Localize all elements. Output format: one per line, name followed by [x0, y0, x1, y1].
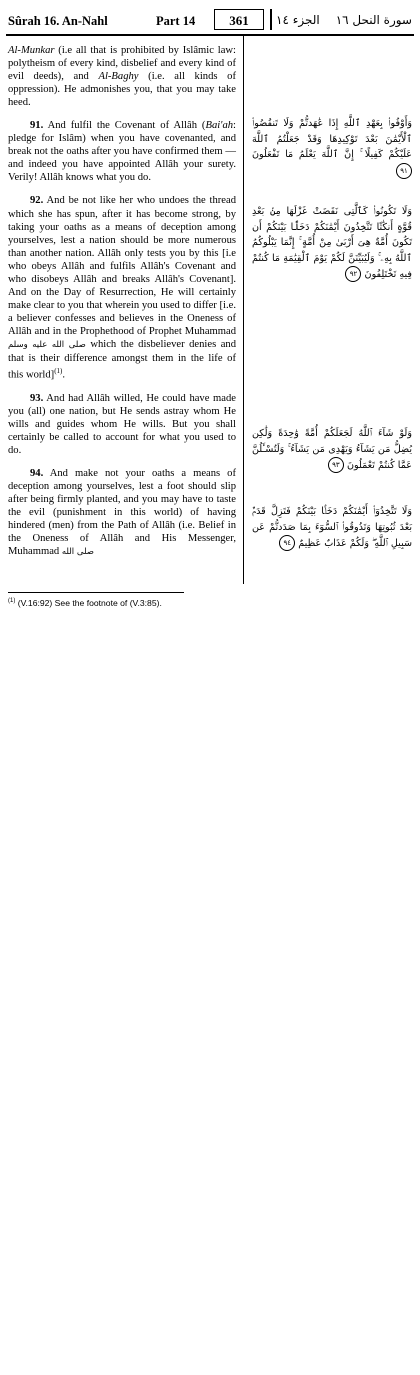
verse-94	[8, 467, 236, 559]
salawat-text: صلى الله عليه وسلم	[8, 339, 86, 350]
text-span: (i.e all that is prohibited by Islâmic law: polytheism of every kind, disbelief and every kind of evil deeds), and	[8, 45, 236, 83]
arabic-text: وَلَوْ شَآءَ ٱللَّهُ لَجَعَلَكُمْ أُمَّةً وَٰحِدَةً وَلَٰكِن يُضِلُّ مَن يَشَآءُ وَيَهْدِى مَن يَشَآءُ ۚ وَلَتُسْـَٔلُنَّ عَمَّا كُنتُمْ تَعْمَلُونَ	[252, 428, 412, 471]
arabic-text: وَلَا تَتَّخِذُوٓا۟ أَيْمَٰنَكُمْ دَخَلًۢا بَيْنَكُمْ فَتَزِلَّ قَدَمٌۢ بَعْدَ ثُبُوتِهَا وَتَذُوقُوا۟ ٱلسُّوٓءَ بِمَا صَدَدتُّمْ عَن سَبِيلِ ٱللَّهِ ۖ وَلَكُمْ عَذَابٌ عَظِيمٌ	[252, 506, 412, 549]
arabic-ayah-92	[252, 204, 412, 283]
ayah-end-marker: ٩٢	[345, 266, 361, 282]
surah-title-ar: سورة النحل ١٦	[335, 13, 412, 27]
verse-number: 92.	[30, 195, 44, 207]
surah-title-en: Sûrah 16. An-Nahl	[8, 14, 108, 28]
text-span: And be not like her who undoes the thread which she has spun, after it has become strong, by taking your oaths as a means of deception among yourselves, lest a nation should be more numerous than another nation. Allâh only tests you by this [i.e who obeys Allâh and fulfils Allâh's Covenant and who disobeys Allâh and breaks Allâh's Covenant]. And on the Day of Resurrection, He will certainly make clear to you that wherein you used to differ [i.e. a believer confesses and believes in the Oneness of Allâh and in the Prophethood of Prophet Muhammad	[8, 195, 236, 337]
verse-93	[8, 392, 236, 457]
footnote-text: (V.16:92) See the footnote of (V.3:85).	[15, 598, 162, 608]
verse-number: 91.	[30, 120, 44, 132]
page-number-box	[214, 9, 264, 30]
text-span: .	[62, 369, 66, 381]
column-divider	[243, 36, 244, 584]
term-al-baghy: Al-Baghy	[98, 71, 139, 83]
verse-number: 94.	[30, 467, 44, 479]
term-al-munkar: Al-Munkar	[8, 45, 55, 56]
verse-92	[8, 194, 236, 381]
footnote-rule	[8, 592, 184, 593]
translation-continuation	[8, 44, 236, 109]
arabic-text: وَأَوْفُوا۟ بِعَهْدِ ٱللَّهِ إِذَا عَٰهَدتُّمْ وَلَا تَنقُضُوا۟ ٱلْأَيْمَٰنَ بَعْدَ تَوْكِيدِهَا وَقَدْ جَعَلْتُمُ ٱللَّهَ عَلَيْكُمْ كَفِيلًا ۚ إِنَّ ٱللَّهَ يَعْلَمُ مَا تَفْعَلُونَ	[252, 118, 412, 160]
text-span: : pledge for Islâm) when you have covenanted, and break not the oaths after you have confirmed them — and indeed you have appointed Allâh your surety. Verily! Allâh knows what you do.	[8, 120, 236, 184]
footnote	[8, 598, 162, 608]
arabic-ayah-91	[252, 116, 412, 179]
text-span: And make not your oaths a means of deception among yourselves, lest a foot should slip after being firmly planted, and you may have to taste the evil (punishment in this world) of having hindered (men) from the Path of Allâh (i.e. Belief in the Oneness of Allâh and His Messenger, Muhammad	[8, 467, 236, 558]
footnote-reference[interactable]: (1)	[54, 367, 63, 376]
footnote-marker: (1)	[8, 598, 16, 605]
text-span: which the disbeliever denies and that is their difference amongst them in the life of this world]	[8, 338, 236, 381]
arabic-ayah-93	[252, 426, 412, 474]
part-label-en: Part 14	[156, 14, 196, 28]
page-number: 361	[229, 13, 249, 28]
arabic-text: وَلَا تَكُونُوا۟ كَٱلَّتِى نَقَضَتْ غَزْلَهَا مِنۢ بَعْدِ قُوَّةٍ أَنكَٰثًا تَتَّخِذُونَ أَيْمَٰنَكُمْ دَخَلًۢا بَيْنَكُمْ أَن تَكُونَ أُمَّةٌ هِىَ أَرْبَىٰ مِنْ أُمَّةٍ ۚ إِنَّمَا يَبْلُوكُمُ ٱللَّهُ بِهِۦ ۚ وَلَيُبَيِّنَنَّ لَكُمْ يَوْمَ ٱلْقِيَٰمَةِ مَا كُنتُمْ فِيهِ تَخْتَلِفُونَ	[252, 206, 412, 280]
translation-column	[8, 44, 236, 569]
text-span: (i.e. all kinds of oppression). He admonishes you, that you may take heed.	[8, 71, 236, 109]
juz-label-ar: الجزء ١٤	[276, 13, 320, 27]
arabic-column	[252, 36, 412, 596]
salawat-text: صلى الله	[61, 547, 94, 558]
ayah-end-marker: ٩١	[396, 163, 412, 179]
arabic-ayah-94	[252, 504, 412, 552]
text-span: And fulfil the Covenant of Allâh (	[43, 120, 206, 132]
verse-number: 93.	[30, 392, 44, 404]
ayah-end-marker: ٩٣	[328, 457, 344, 473]
header-divider	[270, 9, 272, 30]
text-span: And had Allâh willed, He could have made you (all) one nation, but He sends astray whom He wills and guides whom He wills. But you shall certainly be called to account for what you used to do.	[8, 392, 236, 456]
verse-91	[8, 119, 236, 184]
ayah-end-marker: ٩٤	[279, 535, 295, 551]
term-baiah: Bai'ah	[205, 120, 234, 132]
